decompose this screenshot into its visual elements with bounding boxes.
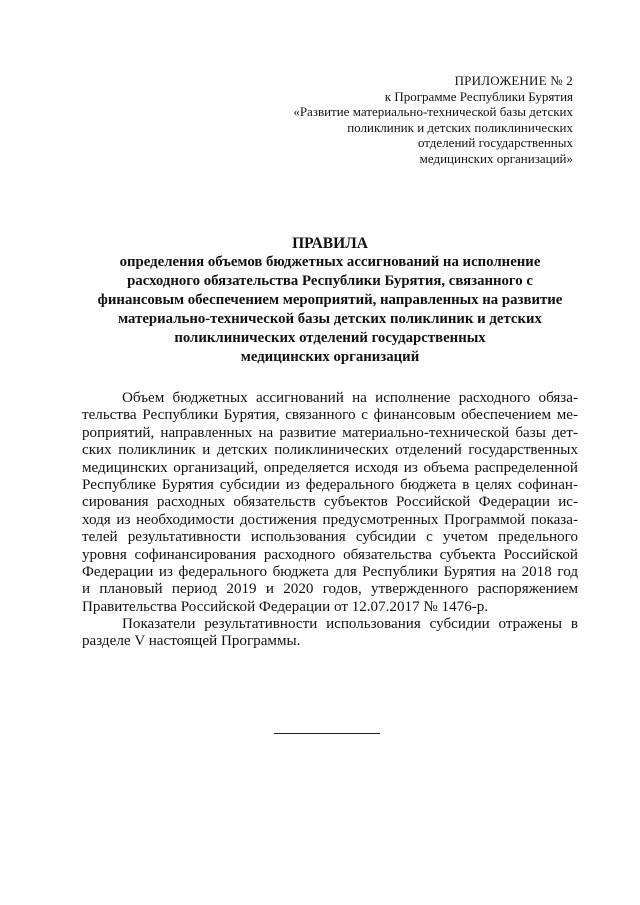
- body-line: Федерации из федерального бюджета для Республики Бурятия на 2018 год: [82, 563, 578, 580]
- body-line: и плановый период 2019 и 2020 годов, утвержденного распоряжением: [82, 581, 578, 598]
- body-line: медицинских организаций, определяется исходя из объема распределенной: [82, 459, 578, 476]
- title-subline: поликлинических отделений государственных: [174, 330, 486, 346]
- appendix-line: к Программе Республики Бурятия: [384, 88, 573, 104]
- title-subline: материально-технической базы детских поликлиник и детских: [118, 311, 542, 327]
- body-line: роприятий, направленных на развитие материально-технической базы дет-: [82, 424, 578, 441]
- document-title: ПРАВИЛА: [292, 235, 368, 252]
- appendix-number: ПРИЛОЖЕНИЕ № 2: [454, 73, 573, 88]
- body-line: ских поликлиник и детских поликлинических отделений государственных: [82, 442, 578, 459]
- body-line: Показатели результативности использования субсидии отражены в: [122, 616, 578, 633]
- body-line: Республике Бурятия субсидии из федерального бюджета в целях софинан-: [82, 476, 578, 493]
- body-line: уровня софинансирования расходного обязательства субъекта Российской: [82, 546, 578, 563]
- body-line: сирования расходных обязательств субъектов Российской Федерации ис-: [82, 494, 578, 511]
- title-subline: определения объемов бюджетных ассигнований на исполнение: [119, 254, 541, 270]
- body-line: тельства Республики Бурятия, связанного с финансовым обеспечением ме-: [82, 407, 578, 424]
- body-line: Правительства Российской Федерации от 12.07.2017 № 1476-р.: [82, 598, 489, 615]
- title-subline: расходного обязательства Республики Бурятия, связанного с: [127, 273, 533, 289]
- appendix-line: отделений государственных: [417, 135, 573, 150]
- appendix-line: поликлиник и детских поликлинических: [347, 119, 573, 135]
- closing-separator-line: [274, 733, 380, 734]
- body-line: Объем бюджетных ассигнований на исполнение расходного обяза-: [122, 390, 578, 406]
- body-line: телей результативности использования субсидии с учетом предельного: [82, 529, 578, 546]
- title-subline: финансовым обеспечением мероприятий, направленных на развитие: [97, 292, 563, 308]
- appendix-header: [253, 73, 573, 166]
- body-line: ходя из необходимости достижения предусмотренных Программой показа-: [82, 511, 578, 528]
- body-line: разделе V настоящей Программы.: [82, 633, 301, 650]
- appendix-line: медицинских организаций»: [419, 150, 573, 166]
- document-body: [82, 390, 578, 651]
- appendix-line: «Развитие материально-технической базы детских: [293, 104, 573, 119]
- document-title-block: [60, 234, 600, 367]
- title-subline: медицинских организаций: [240, 349, 420, 365]
